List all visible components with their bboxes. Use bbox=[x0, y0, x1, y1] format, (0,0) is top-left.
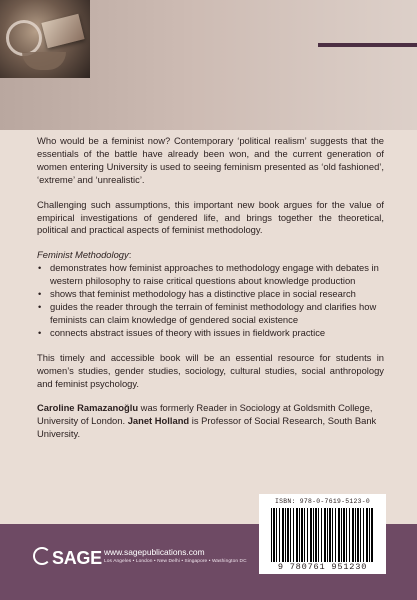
audience-paragraph: This timely and accessible book will be an essential resource for students in women’s studies, gender studies, sociology, cultural studies, social anthropology and feminist psychology. bbox=[37, 351, 384, 389]
list-item-text: demonstrates how feminist approaches to methodology engage with debates in western philosophy to raise critical questions about knowledge production bbox=[50, 262, 379, 287]
book-title-colon: : bbox=[128, 249, 132, 261]
author-name: Caroline Ramazanoğlu bbox=[37, 402, 139, 414]
list-item-text: guides the reader through the terrain of feminist methodology and clarifies how feminists can claim knowledge of gendered social existence bbox=[50, 300, 377, 325]
bullet-icon: • bbox=[38, 288, 42, 300]
list-item bbox=[37, 327, 384, 340]
bowl-motif-icon bbox=[22, 52, 66, 70]
sage-logo-text: SAGE bbox=[52, 548, 102, 568]
barcode-icon bbox=[271, 508, 374, 562]
accent-rule bbox=[318, 43, 417, 47]
book-title: Feminist Methodology bbox=[37, 249, 129, 261]
author-bio bbox=[37, 402, 384, 441]
list-item bbox=[37, 262, 384, 288]
blurb bbox=[37, 135, 384, 453]
author-description: is Professor of Social Research, South Bank University. bbox=[37, 415, 377, 440]
sage-logo bbox=[33, 547, 102, 569]
cover-photo bbox=[0, 0, 90, 78]
sage-swirl-icon bbox=[33, 547, 51, 565]
barcode-digits: 9 780761 951230 bbox=[277, 562, 368, 572]
isbn-label: ISBN: 978-0-7619-5123-0 bbox=[274, 498, 371, 505]
intro-paragraph: Who would be a feminist now? Contemporary ‘political realism’ suggests that the essentials of the battle have already been won, and the current generation of women entering University is used to seeing feminism presented as ‘old fashioned’, ‘extreme’ and ‘unrealistic’. bbox=[37, 135, 384, 185]
publisher-cities: Los Angeles • London • New Delhi • Singapore • Washington DC bbox=[104, 559, 247, 564]
argument-paragraph: Challenging such assumptions, this important new book argues for the value of empirical investigations of gendered life, and brings together the theoretical, political and practical aspects of feminist methodology. bbox=[37, 198, 384, 236]
feature-lead bbox=[37, 249, 384, 262]
list-item-text: shows that feminist methodology has a distinctive place in social research bbox=[50, 288, 356, 300]
spiral-motif-icon bbox=[6, 20, 42, 56]
list-item-text: connects abstract issues of theory with issues in fieldwork practice bbox=[50, 326, 326, 338]
publisher-url[interactable]: www.sagepublications.com bbox=[104, 547, 205, 557]
feature-list bbox=[37, 262, 384, 339]
bullet-icon: • bbox=[38, 262, 42, 274]
list-item bbox=[37, 301, 384, 327]
bullet-icon: • bbox=[38, 300, 42, 312]
author-name: Janet Holland bbox=[127, 415, 190, 427]
book-motif-icon bbox=[41, 14, 84, 48]
list-item bbox=[37, 288, 384, 301]
barcode-panel bbox=[259, 494, 386, 574]
author-description: was formerly Reader in Sociology at Goldsmith College, University of London. bbox=[37, 402, 373, 427]
bullet-icon: • bbox=[38, 326, 42, 338]
